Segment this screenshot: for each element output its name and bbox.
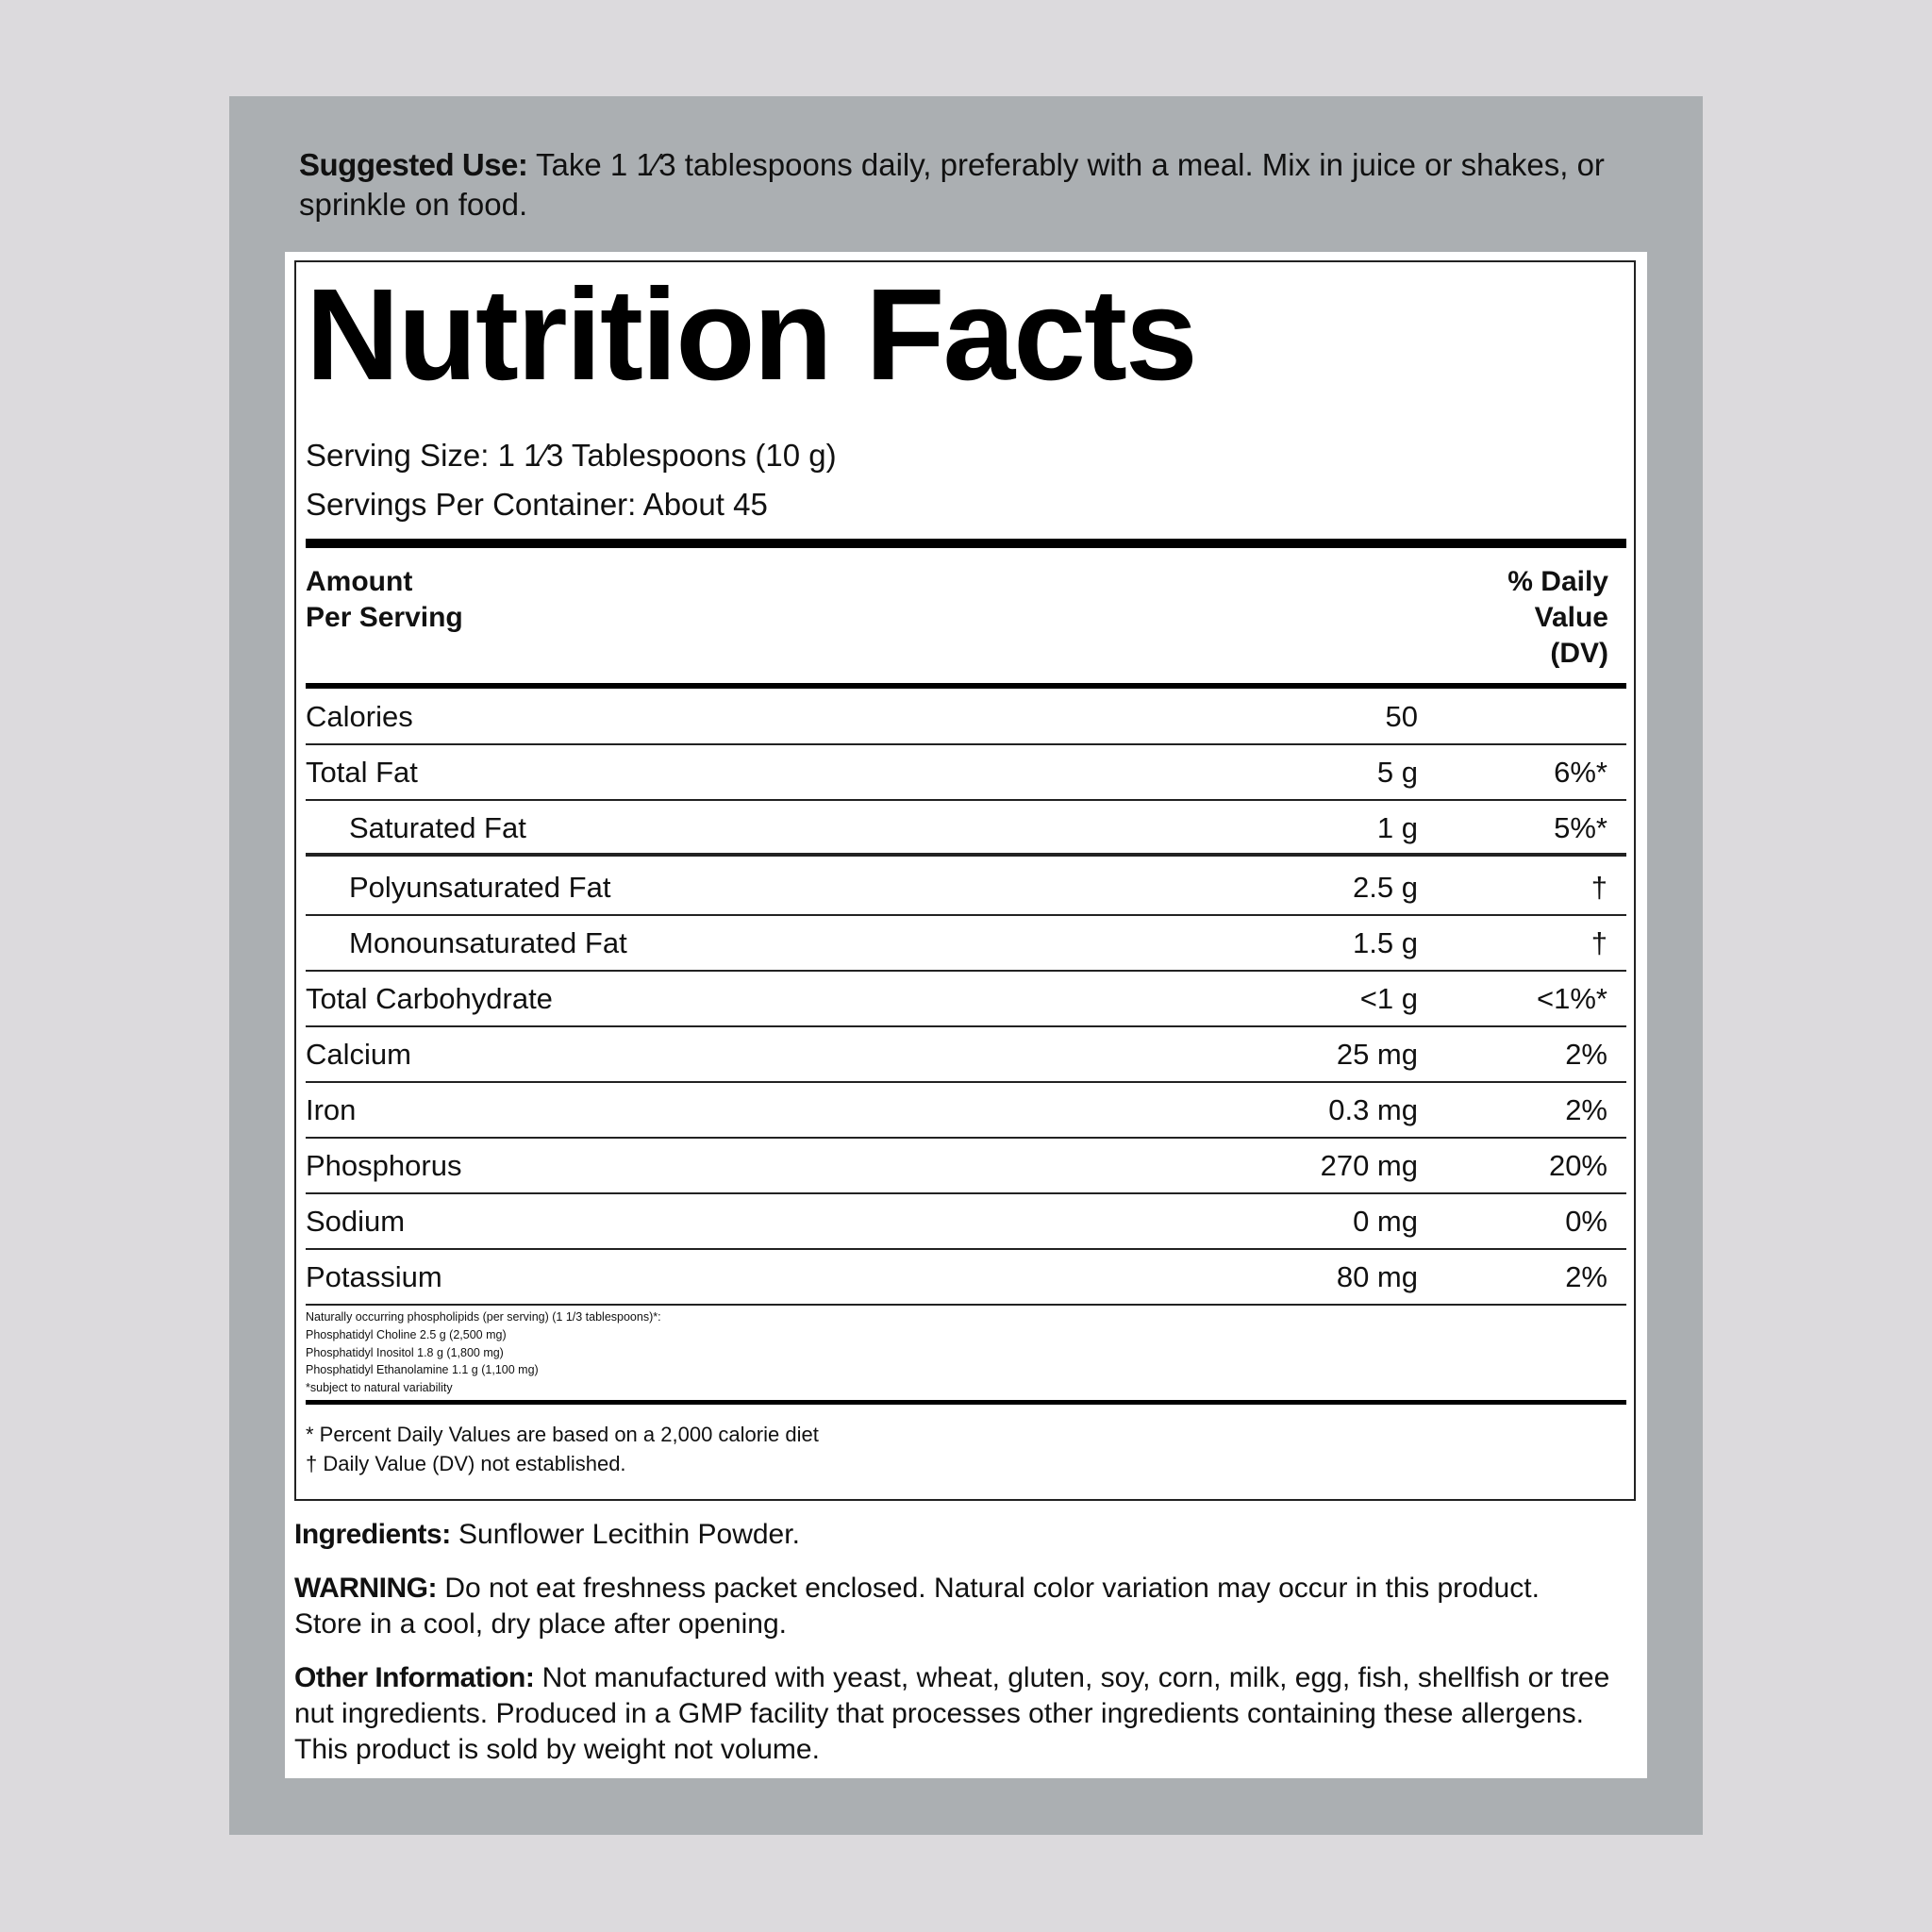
nutrient-dv: <1%* xyxy=(1537,982,1607,1015)
table-row xyxy=(306,1194,1626,1250)
table-row xyxy=(306,860,1626,916)
amount-header-line1: Amount xyxy=(306,566,413,597)
nutrient-dv: 6%* xyxy=(1554,756,1607,789)
table-row xyxy=(306,801,1626,857)
nutrient-amount: 1 g xyxy=(1376,811,1418,844)
table-row xyxy=(306,690,1626,745)
nutrient-dv: 0% xyxy=(1565,1205,1607,1238)
storage-text: Store in a cool, dry place after opening. xyxy=(294,1608,787,1640)
dv-header-line1: % Daily xyxy=(1507,566,1608,597)
nutrient-amount: 80 mg xyxy=(1336,1260,1418,1293)
suggested-use xyxy=(299,145,1657,225)
table-row xyxy=(306,1139,1626,1194)
other-info-label: Other Information: xyxy=(294,1662,535,1693)
note-line: Phosphatidyl Ethanolamine 1.1 g (1,100 mg) xyxy=(306,1363,539,1377)
dv-header-line2: Value xyxy=(1534,602,1608,633)
nutrient-name: Potassium xyxy=(306,1260,442,1293)
nutrient-name: Total Carbohydrate xyxy=(306,982,553,1015)
note-line: Naturally occurring phospholipids (per serving) (1 1/3 tablespoons)*: xyxy=(306,1310,661,1324)
nutrient-amount: 25 mg xyxy=(1336,1038,1418,1071)
nutrient-amount: 1.5 g xyxy=(1353,926,1418,959)
thick-rule-top xyxy=(306,539,1626,548)
nutrient-name: Calories xyxy=(306,700,413,733)
nutrient-name: Sodium xyxy=(306,1205,406,1238)
nutrient-dv: † xyxy=(1591,871,1607,904)
amount-per-serving-header xyxy=(306,564,463,636)
thick-rule-bottom xyxy=(306,1400,1626,1405)
nutrient-name: Calcium xyxy=(306,1038,411,1071)
table-row xyxy=(306,916,1626,972)
nutrient-amount: 50 xyxy=(1385,700,1418,733)
servings-per-container: Servings Per Container: About 45 xyxy=(306,487,768,522)
nutrient-amount: 5 g xyxy=(1376,756,1418,789)
table-row xyxy=(306,745,1626,801)
serving-size: Serving Size: 1 1⁄3 Tablespoons (10 g) xyxy=(306,438,837,473)
nutrient-name: Total Fat xyxy=(306,756,418,789)
warning xyxy=(294,1571,1634,1642)
row-divider xyxy=(306,1304,1626,1306)
ingredients xyxy=(294,1517,1634,1553)
nutrient-amount: 2.5 g xyxy=(1353,871,1418,904)
note-line: Phosphatidyl Inositol 1.8 g (1,800 mg) xyxy=(306,1345,504,1359)
footnotes xyxy=(306,1420,819,1478)
nutrition-facts-title: Nutrition Facts xyxy=(306,262,1196,408)
note-line: Phosphatidyl Choline 2.5 g (2,500 mg) xyxy=(306,1327,507,1341)
suggested-use-label: Suggested Use: xyxy=(299,147,528,182)
warning-label: WARNING: xyxy=(294,1573,437,1604)
nutrient-amount: 270 mg xyxy=(1320,1149,1418,1182)
ingredients-text: Sunflower Lecithin Powder. xyxy=(450,1519,800,1550)
phospholipid-notes xyxy=(306,1308,661,1397)
row-divider xyxy=(306,853,1626,857)
nutrient-dv: 2% xyxy=(1565,1038,1607,1071)
nutrient-amount: <1 g xyxy=(1359,982,1418,1015)
thick-rule-header xyxy=(306,683,1626,689)
nutrient-name: Phosphorus xyxy=(306,1149,462,1182)
nutrient-name: Monounsaturated Fat xyxy=(349,926,627,959)
nutrient-amount: 0.3 mg xyxy=(1328,1093,1418,1126)
warning-text: Do not eat freshness packet enclosed. Natural color variation may occur in this product. xyxy=(436,1573,1540,1604)
nutrient-dv: 5%* xyxy=(1554,811,1607,844)
nutrient-dv: 2% xyxy=(1565,1260,1607,1293)
footnote-dv: * Percent Daily Values are based on a 2,000 calorie diet xyxy=(306,1423,819,1446)
note-line: *subject to natural variability xyxy=(306,1381,453,1395)
other-info-text: Not manufactured with yeast, wheat, gluten, soy, corn, milk, egg, fish, shellfish or tree nut ingredients. Produced in a GMP facility that processes other ingredients containing these allergens. This product is sold by weight not volume. xyxy=(294,1662,1610,1765)
nutrient-dv: 20% xyxy=(1548,1149,1607,1182)
other-information xyxy=(294,1660,1634,1768)
suggested-use-text: Take 1 1⁄3 tablespoons daily, preferably with a meal. Mix in juice or shakes, or sprinkle on food. xyxy=(299,147,1605,222)
footnote-dagger: † Daily Value (DV) not established. xyxy=(306,1452,626,1475)
nutrient-dv: 2% xyxy=(1565,1093,1607,1126)
nutrient-name: Saturated Fat xyxy=(349,811,526,844)
nutrient-amount: 0 mg xyxy=(1353,1205,1418,1238)
table-row xyxy=(306,1027,1626,1083)
nutrient-name: Iron xyxy=(306,1093,357,1126)
daily-value-header xyxy=(1507,564,1608,672)
nutrient-dv: † xyxy=(1591,926,1607,959)
ingredients-label: Ingredients: xyxy=(294,1519,451,1550)
table-row xyxy=(306,1250,1626,1306)
table-row xyxy=(306,972,1626,1027)
nutrient-name: Polyunsaturated Fat xyxy=(349,871,611,904)
amount-header-line2: Per Serving xyxy=(306,602,463,633)
dv-header-line3: (DV) xyxy=(1550,638,1608,669)
table-row xyxy=(306,1083,1626,1139)
